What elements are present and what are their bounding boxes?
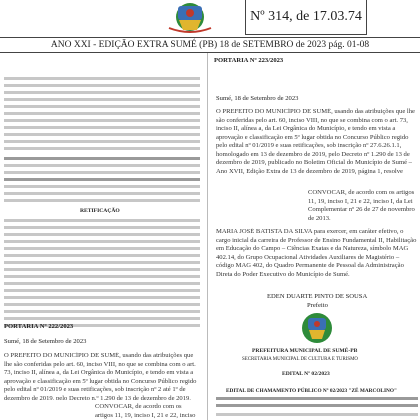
masthead [0, 0, 420, 38]
left-text-block-1 [4, 77, 200, 154]
portaria-223-convocar: CONVOCAR, de acordo com os artigos 11, 19, inciso I, 21 e 22, inciso I, da Lei Complementar nº 26 de 27 de novembro de 2013. [308, 189, 415, 222]
edition-number-box [245, 0, 367, 35]
portaria-223-place-date: Sumé, 18 de Setembro de 2023 [216, 95, 299, 102]
left-text-block-2 [4, 219, 200, 331]
right-column [212, 53, 420, 420]
maria-nomination: MARIA JOSÉ BATISTA DA SILVA para exercer, em caráter efetivo, o cargo inicial da carreira de Professor de Ensino Fundamental II, Habilitação em Educação do Campo – Ciências Exatas e da Natureza, símbolo MAG 402.14, do Grupo Ocupacional Atividades Auxiliares de Magistério – código MAG 402, do Quadro Permanente de Pessoal da Administração Direta do Poder Executivo do Município de Sumé. [216, 228, 417, 278]
prefeitura-crest-icon [300, 311, 334, 345]
portaria-222-convocar: CONVOCAR, de acordo com os artigos 11, 19, inciso I, 21 e 22, inciso [95, 403, 196, 419]
portaria-222-body: O PREFEITO DO MUNICÍPIO DE SUMÉ, usando das atribuições que lhe são conferidas pelo art. 60, inciso VIII, no que se combina com o art. 73, inciso II, alínea a, da Lei Orgânica do Município, e tendo em vista a aprovação e classificação em 5º lugar obtida no Concurso Público regido pelo edital nº 01/2019 e suas retificações, sob inscrição nº 2 até 1º de dezembro de 2019, pelo Decreto n.º 1.290 de 13 de dezembro de 2019, [4, 352, 197, 400]
portaria-222-title: PORTARIA Nº 222/2023 [4, 323, 74, 330]
edital-body-lines [216, 413, 418, 420]
portaria-223-body: O PREFEITO DO MUNICÍPIO DE SUMÉ, usando das atribuições que lhe são conferidas pelo art. 60, inciso VIII, no que se combina com o art. 73, inciso II, alínea a, da Lei Orgânica do Município, e tendo em vista a aprovação e classificação em 5º lugar obtida no Concurso Público regido pelo edital nº 01/2019 e suas retificações, sob inscrição nº 27.6.26.1.1, homologado em 13 de dezembro de 2019, pelo Decreto nº 1.290 de 13 de dezembro de 2019, publicado no Boletim Oficial do Município de Sumé – Ano XVII, Edição Extra de 13 de dezembro de 2019, página 1, resolve [216, 108, 415, 175]
edital-title: EDITAL DE CHAMAMENTO PÚBLICO Nº 02/2023 "ZÉ MARCOLINO" [226, 388, 397, 394]
portaria-222-place-date: Sumé, 18 de Setembro de 2023 [4, 338, 87, 345]
prefeitura-title: PREFEITURA MUNICIPAL DE SUMÉ-PB [252, 348, 358, 354]
signatory-role: Prefeito [307, 302, 328, 309]
edition-line: ANO XXI - EDIÇÃO EXTRA SUMÉ (PB) 18 de SETEMBRO de 2023 pág. 01-08 [50, 40, 370, 50]
signatory-name: EDEN DUARTE PINTO DE SOUSA [267, 293, 368, 300]
edital-number: EDITAL Nº 02/2023 [282, 371, 330, 377]
edition-number: Nº 314, de 17.03.74 [250, 9, 362, 24]
left-column [0, 53, 203, 420]
edital-intro-lines [216, 397, 418, 411]
header-rule-top [0, 37, 420, 38]
column-divider [207, 53, 208, 420]
left-table-block [4, 157, 200, 206]
secretaria-name: SECRETARIA MUNICIPAL DE CULTURA E TURISMO [242, 357, 358, 362]
portaria-223-title: PORTARIA Nº 223/2023 [214, 57, 284, 64]
municipal-crest-icon [165, 0, 215, 34]
retificacao-title: RETIFICAÇÃO [80, 208, 120, 214]
